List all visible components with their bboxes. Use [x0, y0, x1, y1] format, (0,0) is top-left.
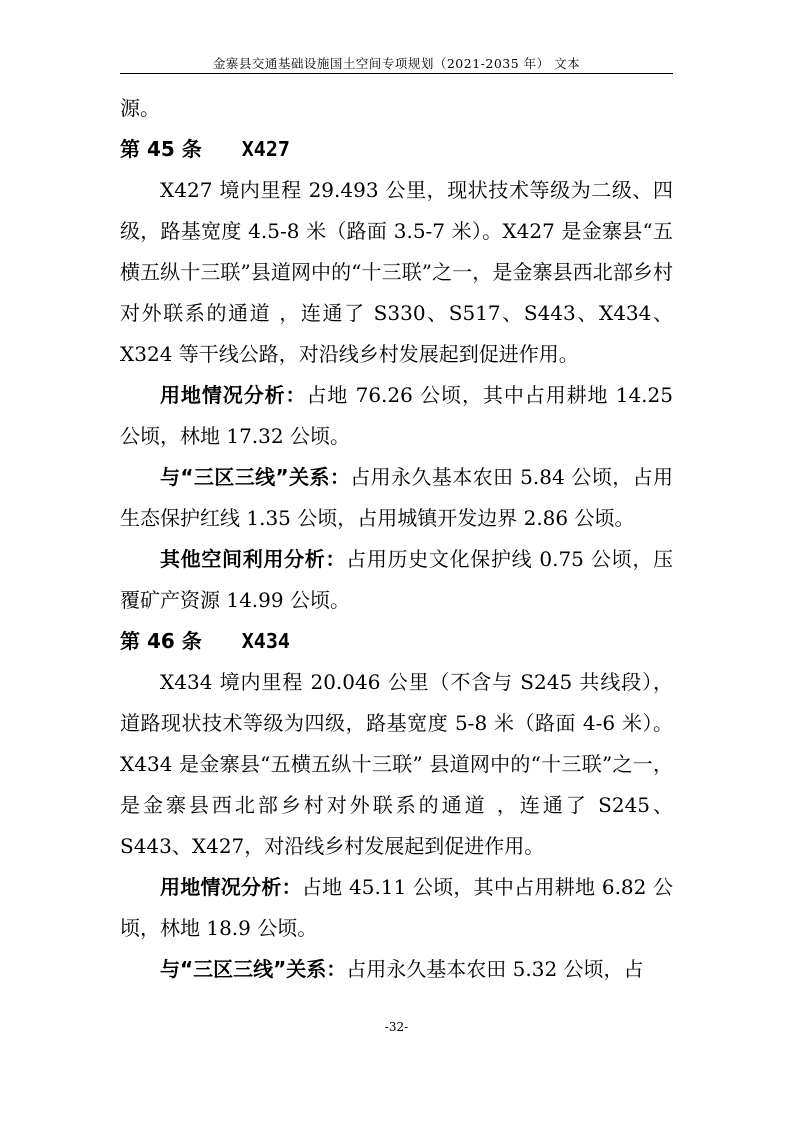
article-number: 第 45 条: [120, 137, 202, 161]
other-space-label: 其他空间利用分析：: [160, 547, 347, 571]
running-header: 金寨县交通基础设施国土空间专项规划（2021-2035 年） 文本: [212, 56, 581, 71]
land-use-text: 占地 45.11 公顷，其中占用耕地 6.82 公顷，林地 18.9 公顷。: [120, 875, 674, 940]
land-use-label: 用地情况分析：: [160, 875, 302, 899]
road-description: X434 境内里程 20.046 公里（不含与 S245 共线段），道路现状技术等级为四级，路基宽度 5-8 米（路面 4-6 米）。X434 是金寨县“五横五纵十三联” 县道网中的“十三联”之一，是金寨县西北部乡村对外联系的通道 ，连通了 S245、S443、X427，对沿线乡村发展起到促进作用。: [120, 670, 673, 858]
land-use-label: 用地情况分析：: [160, 383, 307, 407]
page-number: -32-: [384, 1020, 409, 1034]
land-use-text: 占地 76.26 公顷，其中占用耕地 14.25 公顷，林地 17.32 公顷。: [120, 383, 673, 448]
road-description: X427 境内里程 29.493 公里，现状技术等级为二级、四级，路基宽度 4.5-8 米（路面 3.5-7 米）。X427 是金寨县“五横五纵十三联”县道网中的“十三联”之一，是金寨县西北部乡村对外联系的通道 ，连通了 S330、S517、S443、X434、X324 等干线公路，对沿线乡村发展起到促进作用。: [120, 178, 673, 366]
three-zones-paragraph: [120, 457, 673, 539]
three-zones-label: 与“三区三线”关系：: [160, 957, 347, 981]
three-zones-text: 占用永久基本农田 5.32 公顷，占: [346, 957, 644, 981]
road-code: X434: [241, 629, 290, 653]
three-zones-text: 占用永久基本农田 5.84 公顷，占用生态保护红线 1.35 公顷，占用城镇开发边界 2.86 公顷。: [120, 465, 673, 530]
header-rule: [120, 73, 673, 74]
three-zones-paragraph: [120, 949, 673, 990]
land-use-paragraph: [120, 867, 673, 949]
article-heading-45: [120, 129, 673, 170]
three-zones-label: 与“三区三线”关系：: [160, 465, 351, 489]
article-number: 第 46 条: [120, 629, 202, 653]
article-heading-46: [120, 621, 673, 662]
land-use-paragraph: [120, 375, 673, 457]
lead-text: 源。: [120, 96, 160, 120]
road-code: X427: [241, 137, 290, 161]
other-space-text: 占用历史文化保护线 0.75 公顷，压覆矿产资源 14.99 公顷。: [120, 547, 674, 612]
document-body: [120, 88, 673, 990]
other-space-paragraph: [120, 539, 673, 621]
